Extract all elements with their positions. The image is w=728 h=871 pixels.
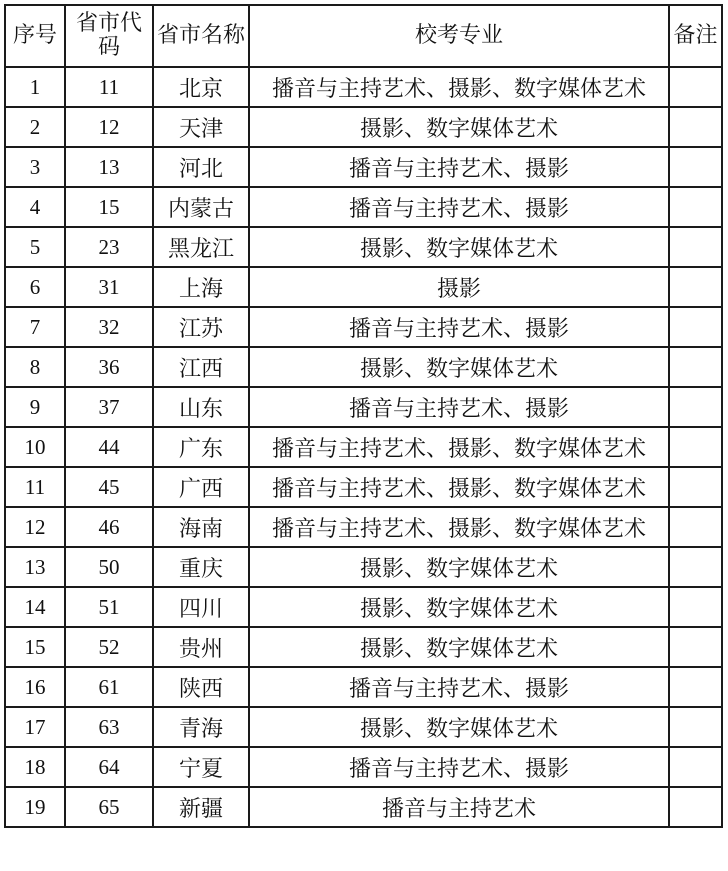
cell-province-code: 32 bbox=[65, 307, 153, 347]
table-row bbox=[5, 667, 722, 707]
cell-note bbox=[669, 627, 722, 667]
cell-note bbox=[669, 267, 722, 307]
cell-note bbox=[669, 387, 722, 427]
table-row bbox=[5, 187, 722, 227]
cell-province-name: 江西 bbox=[153, 347, 249, 387]
cell-major: 播音与主持艺术 bbox=[249, 787, 669, 827]
cell-index: 4 bbox=[5, 187, 65, 227]
cell-province-code: 52 bbox=[65, 627, 153, 667]
cell-province-name: 天津 bbox=[153, 107, 249, 147]
cell-province-code: 64 bbox=[65, 747, 153, 787]
cell-province-code: 15 bbox=[65, 187, 153, 227]
cell-province-code: 63 bbox=[65, 707, 153, 747]
cell-note bbox=[669, 307, 722, 347]
cell-index: 15 bbox=[5, 627, 65, 667]
cell-major: 播音与主持艺术、摄影、数字媒体艺术 bbox=[249, 507, 669, 547]
header-note: 备注 bbox=[669, 5, 722, 67]
cell-note bbox=[669, 187, 722, 227]
cell-index: 1 bbox=[5, 67, 65, 107]
cell-province-name: 贵州 bbox=[153, 627, 249, 667]
cell-province-name: 黑龙江 bbox=[153, 227, 249, 267]
cell-province-name: 河北 bbox=[153, 147, 249, 187]
cell-province-code: 46 bbox=[65, 507, 153, 547]
table-row bbox=[5, 547, 722, 587]
header-province-code: 省市代码 bbox=[65, 5, 153, 67]
cell-province-name: 山东 bbox=[153, 387, 249, 427]
cell-province-name: 新疆 bbox=[153, 787, 249, 827]
cell-index: 9 bbox=[5, 387, 65, 427]
cell-index: 11 bbox=[5, 467, 65, 507]
cell-province-code: 44 bbox=[65, 427, 153, 467]
cell-note bbox=[669, 667, 722, 707]
cell-province-code: 12 bbox=[65, 107, 153, 147]
cell-province-name: 江苏 bbox=[153, 307, 249, 347]
cell-province-name: 青海 bbox=[153, 707, 249, 747]
table-row bbox=[5, 107, 722, 147]
header-major: 校考专业 bbox=[249, 5, 669, 67]
admission-table bbox=[4, 4, 723, 828]
cell-province-code: 31 bbox=[65, 267, 153, 307]
cell-index: 8 bbox=[5, 347, 65, 387]
cell-index: 17 bbox=[5, 707, 65, 747]
header-index: 序号 bbox=[5, 5, 65, 67]
cell-province-code: 13 bbox=[65, 147, 153, 187]
cell-index: 14 bbox=[5, 587, 65, 627]
table-row bbox=[5, 307, 722, 347]
table-row bbox=[5, 747, 722, 787]
cell-index: 7 bbox=[5, 307, 65, 347]
cell-province-code: 61 bbox=[65, 667, 153, 707]
cell-province-name: 海南 bbox=[153, 507, 249, 547]
cell-province-code: 51 bbox=[65, 587, 153, 627]
cell-major: 播音与主持艺术、摄影、数字媒体艺术 bbox=[249, 67, 669, 107]
cell-province-name: 上海 bbox=[153, 267, 249, 307]
table-header bbox=[5, 5, 722, 67]
cell-province-name: 重庆 bbox=[153, 547, 249, 587]
table-row bbox=[5, 267, 722, 307]
table-row bbox=[5, 627, 722, 667]
cell-major: 播音与主持艺术、摄影 bbox=[249, 147, 669, 187]
cell-note bbox=[669, 787, 722, 827]
cell-province-code: 45 bbox=[65, 467, 153, 507]
cell-major: 摄影、数字媒体艺术 bbox=[249, 227, 669, 267]
cell-note bbox=[669, 467, 722, 507]
cell-province-name: 内蒙古 bbox=[153, 187, 249, 227]
cell-major: 摄影、数字媒体艺术 bbox=[249, 587, 669, 627]
cell-note bbox=[669, 587, 722, 627]
cell-index: 12 bbox=[5, 507, 65, 547]
cell-index: 5 bbox=[5, 227, 65, 267]
cell-note bbox=[669, 67, 722, 107]
cell-index: 2 bbox=[5, 107, 65, 147]
cell-province-code: 23 bbox=[65, 227, 153, 267]
cell-major: 播音与主持艺术、摄影 bbox=[249, 307, 669, 347]
admission-table-container bbox=[4, 4, 723, 828]
table-row bbox=[5, 467, 722, 507]
cell-index: 13 bbox=[5, 547, 65, 587]
cell-province-name: 陕西 bbox=[153, 667, 249, 707]
cell-province-code: 11 bbox=[65, 67, 153, 107]
cell-index: 19 bbox=[5, 787, 65, 827]
cell-major: 摄影、数字媒体艺术 bbox=[249, 707, 669, 747]
cell-major: 播音与主持艺术、摄影 bbox=[249, 667, 669, 707]
cell-major: 摄影、数字媒体艺术 bbox=[249, 627, 669, 667]
cell-province-code: 36 bbox=[65, 347, 153, 387]
cell-index: 16 bbox=[5, 667, 65, 707]
cell-note bbox=[669, 147, 722, 187]
table-body bbox=[5, 67, 722, 827]
cell-province-name: 广西 bbox=[153, 467, 249, 507]
cell-note bbox=[669, 347, 722, 387]
table-row bbox=[5, 387, 722, 427]
table-row bbox=[5, 347, 722, 387]
cell-index: 18 bbox=[5, 747, 65, 787]
cell-province-name: 北京 bbox=[153, 67, 249, 107]
table-row bbox=[5, 227, 722, 267]
table-row bbox=[5, 67, 722, 107]
cell-index: 3 bbox=[5, 147, 65, 187]
cell-note bbox=[669, 227, 722, 267]
cell-note bbox=[669, 707, 722, 747]
table-row bbox=[5, 707, 722, 747]
cell-index: 10 bbox=[5, 427, 65, 467]
cell-province-name: 宁夏 bbox=[153, 747, 249, 787]
cell-note bbox=[669, 747, 722, 787]
cell-major: 摄影、数字媒体艺术 bbox=[249, 547, 669, 587]
cell-province-code: 37 bbox=[65, 387, 153, 427]
cell-major: 摄影、数字媒体艺术 bbox=[249, 347, 669, 387]
cell-major: 摄影、数字媒体艺术 bbox=[249, 107, 669, 147]
cell-major: 播音与主持艺术、摄影 bbox=[249, 747, 669, 787]
table-row bbox=[5, 147, 722, 187]
cell-note bbox=[669, 107, 722, 147]
cell-major: 摄影 bbox=[249, 267, 669, 307]
cell-note bbox=[669, 507, 722, 547]
header-province-name: 省市名称 bbox=[153, 5, 249, 67]
cell-index: 6 bbox=[5, 267, 65, 307]
cell-province-code: 50 bbox=[65, 547, 153, 587]
cell-note bbox=[669, 547, 722, 587]
cell-province-name: 广东 bbox=[153, 427, 249, 467]
header-row bbox=[5, 5, 722, 67]
cell-major: 播音与主持艺术、摄影 bbox=[249, 187, 669, 227]
table-row bbox=[5, 587, 722, 627]
table-row bbox=[5, 787, 722, 827]
cell-province-name: 四川 bbox=[153, 587, 249, 627]
cell-province-code: 65 bbox=[65, 787, 153, 827]
table-row bbox=[5, 427, 722, 467]
table-row bbox=[5, 507, 722, 547]
cell-major: 播音与主持艺术、摄影 bbox=[249, 387, 669, 427]
cell-note bbox=[669, 427, 722, 467]
cell-major: 播音与主持艺术、摄影、数字媒体艺术 bbox=[249, 427, 669, 467]
cell-major: 播音与主持艺术、摄影、数字媒体艺术 bbox=[249, 467, 669, 507]
